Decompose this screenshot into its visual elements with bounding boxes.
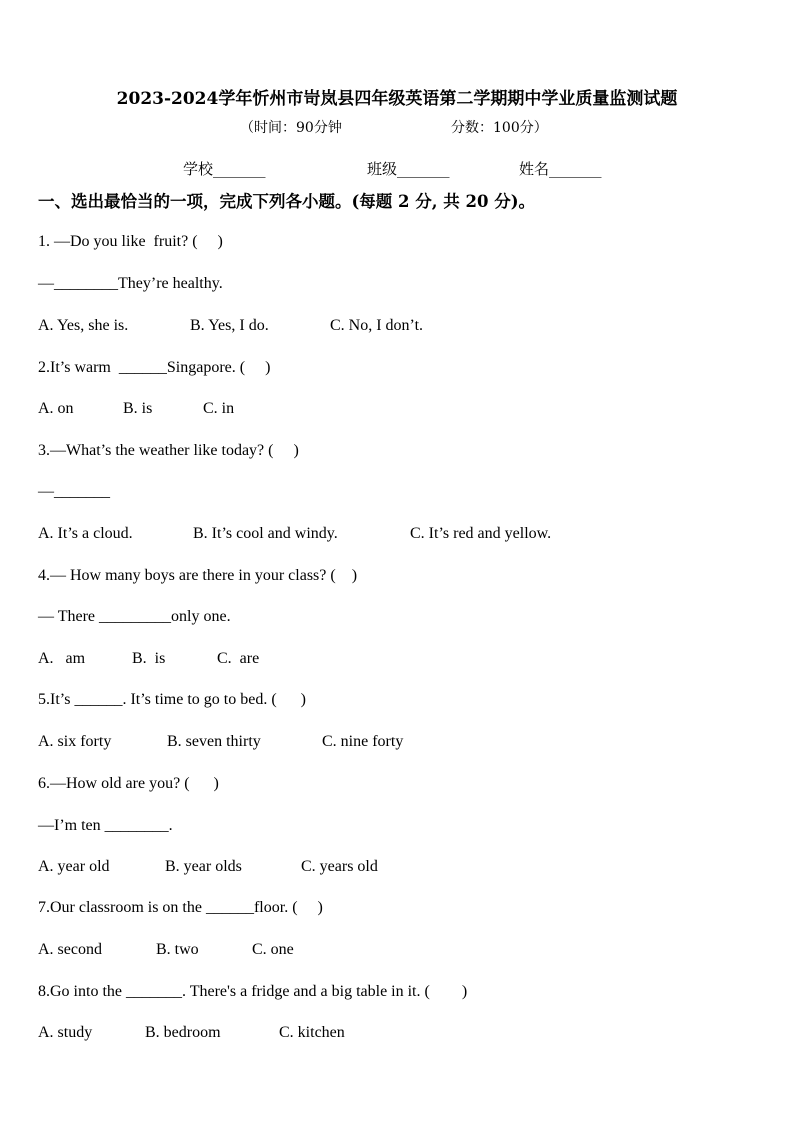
time-limit: （时间：90分钟 [240, 120, 342, 136]
question-8-option-c: C. kitchen [279, 1024, 345, 1041]
class-field: 班级_______ [367, 160, 450, 178]
question-2-option-a: A. on [38, 400, 74, 417]
question-5-option-b: B. seven thirty [167, 733, 261, 750]
question-1-option-b: B. Yes, I do. [190, 317, 269, 334]
question-2-option-b: B. is [123, 400, 153, 417]
question-1-option-a: A. Yes, she is. [38, 317, 129, 334]
exam-meta [240, 117, 548, 137]
question-6-option-c: C. years old [301, 858, 378, 875]
question-6-option-b: B. year olds [165, 858, 242, 875]
question-5-stem: 5.It’s ______. It’s time to go to bed. ( ) [38, 691, 306, 708]
question-2-option-c: C. in [203, 400, 235, 417]
question-8-option-a: A. study [38, 1024, 93, 1041]
section-heading: 一、选出最恰当的一项，完成下列各小题。(每题 2 分, 共 20 分)。 [38, 192, 536, 211]
question-5-option-a: A. six forty [38, 733, 112, 750]
question-4-answer-line: — There _________only one. [38, 608, 231, 625]
name-field: 姓名_______ [519, 160, 602, 178]
question-6-stem: 6.—How old are you? ( ) [38, 775, 219, 792]
total-score: 分数：100分） [451, 120, 548, 136]
question-7-option-a: A. second [38, 941, 102, 958]
question-3-stem: 3.—What’s the weather like today? ( ) [38, 442, 299, 459]
question-5-option-c: C. nine forty [322, 733, 404, 750]
question-4-option-b: B. is [132, 650, 166, 667]
question-1-answer-line: —________They’re healthy. [38, 275, 223, 292]
question-1-stem: 1. —Do you like fruit? ( ) [38, 233, 223, 250]
school-field: 学校_______ [183, 160, 266, 178]
question-7-stem: 7.Our classroom is on the ______floor. ( ) [38, 899, 323, 916]
page-title: 2023-2024学年忻州市岢岚县四年级英语第二学期期中学业质量监测试题 [116, 89, 678, 109]
question-3-answer-line: —_______ [38, 483, 110, 500]
question-3-option-c: C. It’s red and yellow. [410, 525, 552, 542]
question-1-option-c: C. No, I don’t. [330, 317, 424, 334]
question-6-option-a: A. year old [38, 858, 110, 875]
question-8-option-b: B. bedroom [145, 1024, 221, 1041]
question-7-option-c: C. one [252, 941, 294, 958]
question-4-option-a: A. am [38, 650, 86, 667]
question-4-option-c: C. are [217, 650, 260, 667]
question-7-option-b: B. two [156, 941, 199, 958]
question-3-option-a: A. It’s a cloud. [38, 525, 133, 542]
question-8-stem: 8.Go into the _______. There's a fridge and a big table in it. ( ) [38, 983, 468, 1000]
question-4-stem: 4.— How many boys are there in your class? ( ) [38, 567, 358, 584]
question-2-stem: 2.It’s warm ______Singapore. ( ) [38, 359, 271, 376]
question-3-option-b: B. It’s cool and windy. [193, 525, 338, 542]
question-6-answer-line: —I’m ten ________. [38, 817, 173, 834]
